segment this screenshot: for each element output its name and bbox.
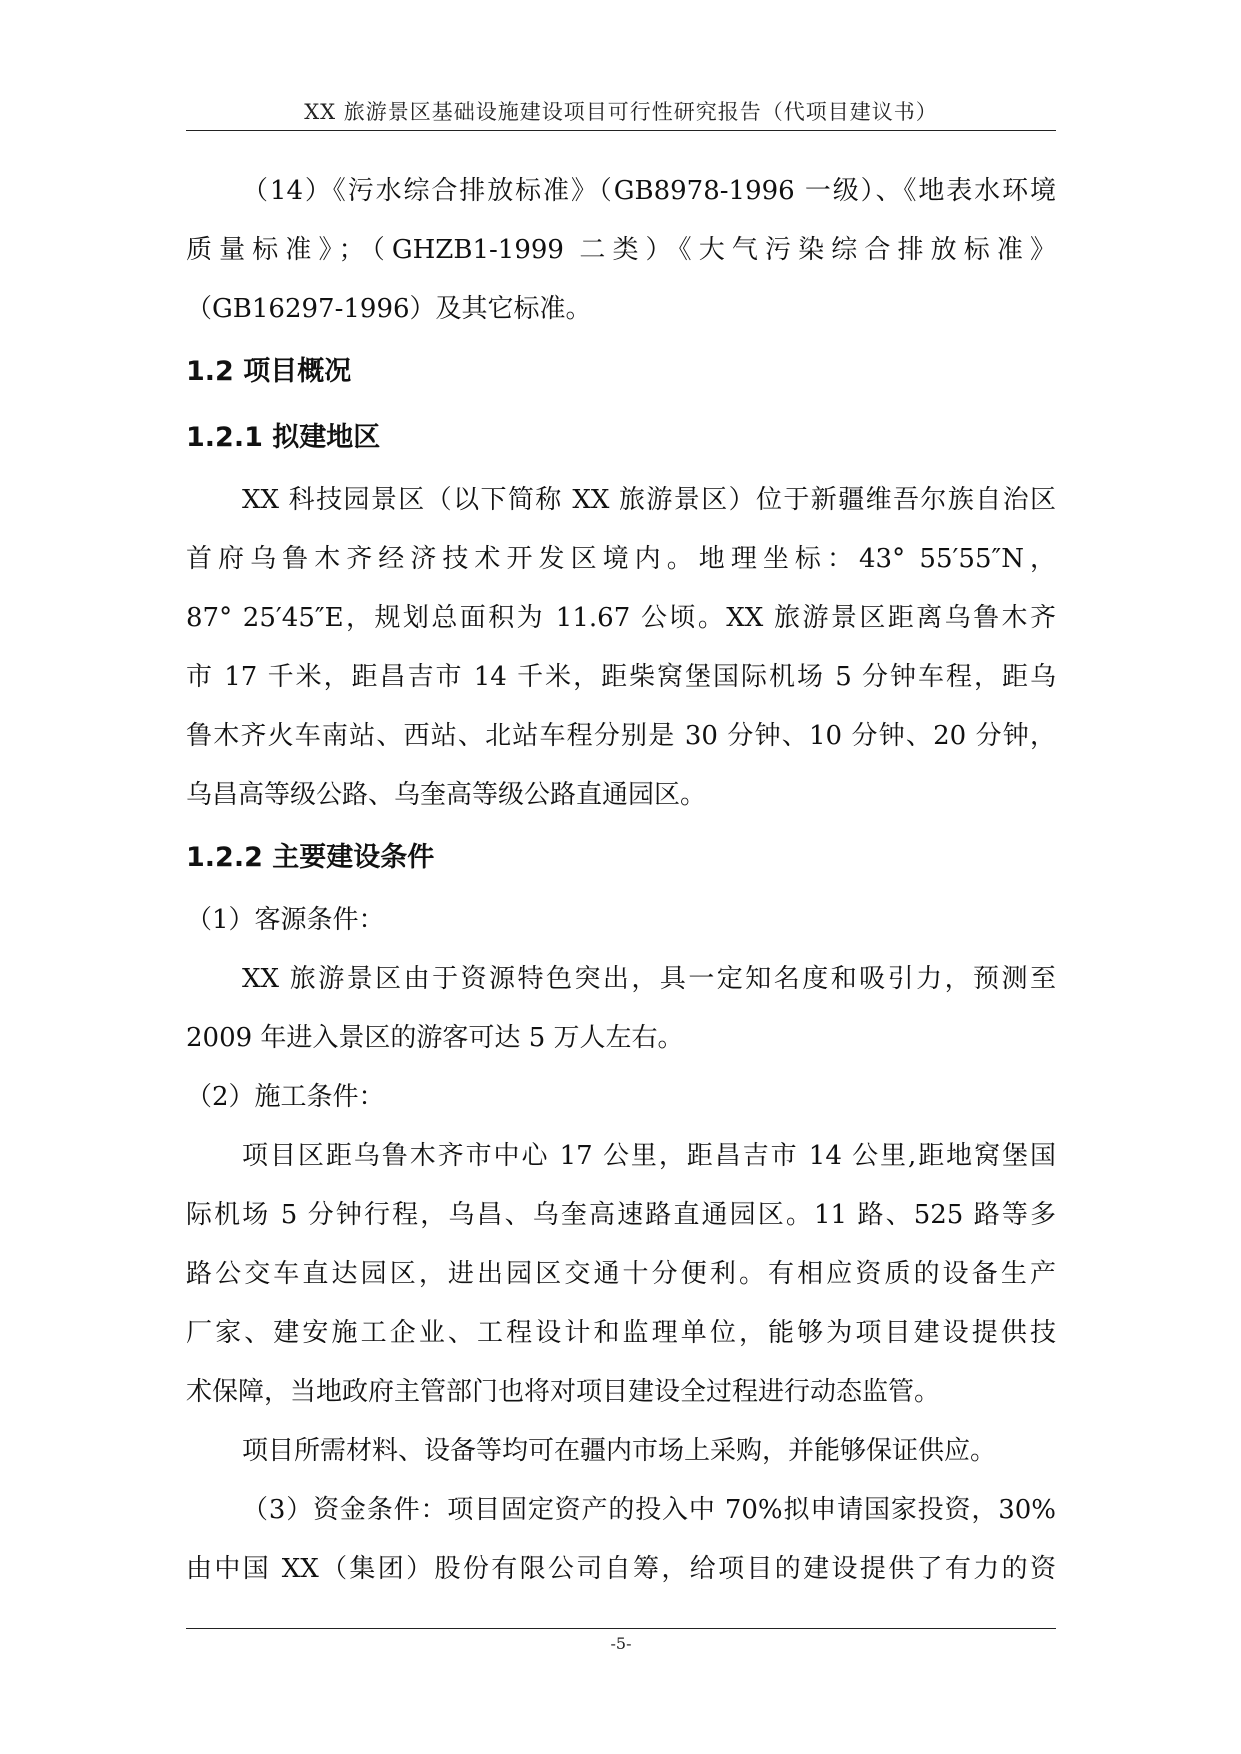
condition-2-line-1: 项目区距乌鲁木齐市中心 17 公里，距昌吉市 14 公里,距地窝堡国: [242, 1141, 1056, 1171]
condition-1-line-2: 2009 年进入景区的游客可达 5 万人左右。: [186, 1023, 684, 1053]
location-line-5: 鲁木齐火车南站、西站、北站车程分别是 30 分钟、10 分钟、20 分钟，: [186, 721, 1056, 751]
condition-1-line-1: XX 旅游景区由于资源特色突出，具一定知名度和吸引力，预测至: [242, 964, 1056, 994]
condition-3-line-2: 由中国 XX（集团）股份有限公司自筹，给项目的建设提供了有力的资: [186, 1554, 1056, 1584]
condition-2-title: （2）施工条件：: [186, 1082, 385, 1112]
standards-line-2: 质量标准》；（GHZB1-1999 二类）《大气污染综合排放标准》: [186, 235, 1056, 265]
page-number: -5-: [610, 1634, 632, 1653]
document-body: [186, 162, 1056, 1599]
section-heading-1-2-1: 1.2.1 拟建地区: [186, 422, 381, 453]
condition-2-line-3: 路公交车直达园区，进出园区交通十分便利。有相应资质的设备生产: [186, 1259, 1056, 1289]
header-divider: [186, 130, 1056, 131]
condition-3-line-1: （3）资金条件：项目固定资产的投入中 70%拟申请国家投资，30%: [242, 1495, 1056, 1525]
condition-2-line-4: 厂家、建安施工企业、工程设计和监理单位，能够为项目建设提供技: [186, 1318, 1056, 1348]
condition-1-title: （1）客源条件：: [186, 905, 385, 935]
location-line-2: 首府乌鲁木齐经济技术开发区境内。地理坐标：43° 55′55″N，: [186, 544, 1056, 574]
condition-2-line-2: 际机场 5 分钟行程，乌昌、乌奎高速路直通园区。11 路、525 路等多: [186, 1200, 1056, 1230]
condition-2-line-5: 术保障，当地政府主管部门也将对项目建设全过程进行动态监管。: [186, 1377, 941, 1407]
standards-line-3: （GB16297-1996）及其它标准。: [186, 294, 592, 324]
standards-line-1: （14）《污水综合排放标准》（GB8978-1996 一级）、《地表水环境: [242, 176, 1056, 206]
location-line-1: XX 科技园景区（以下简称 XX 旅游景区）位于新疆维吾尔族自治区: [242, 485, 1056, 515]
condition-2-line-6: 项目所需材料、设备等均可在疆内市场上采购，并能够保证供应。: [242, 1436, 997, 1466]
section-heading-1-2-2: 1.2.2 主要建设条件: [186, 842, 435, 873]
running-header: XX 旅游景区基础设施建设项目可行性研究报告（代项目建议书）: [304, 100, 938, 124]
section-heading-1-2: 1.2 项目概况: [186, 356, 352, 387]
location-line-6: 乌昌高等级公路、乌奎高等级公路直通园区。: [186, 780, 707, 810]
footer-divider: [186, 1628, 1056, 1629]
location-line-4: 市 17 千米，距昌吉市 14 千米，距柴窝堡国际机场 5 分钟车程，距乌: [186, 662, 1056, 692]
location-line-3: 87° 25′45″E，规划总面积为 11.67 公顷。XX 旅游景区距离乌鲁木齐: [186, 603, 1056, 633]
